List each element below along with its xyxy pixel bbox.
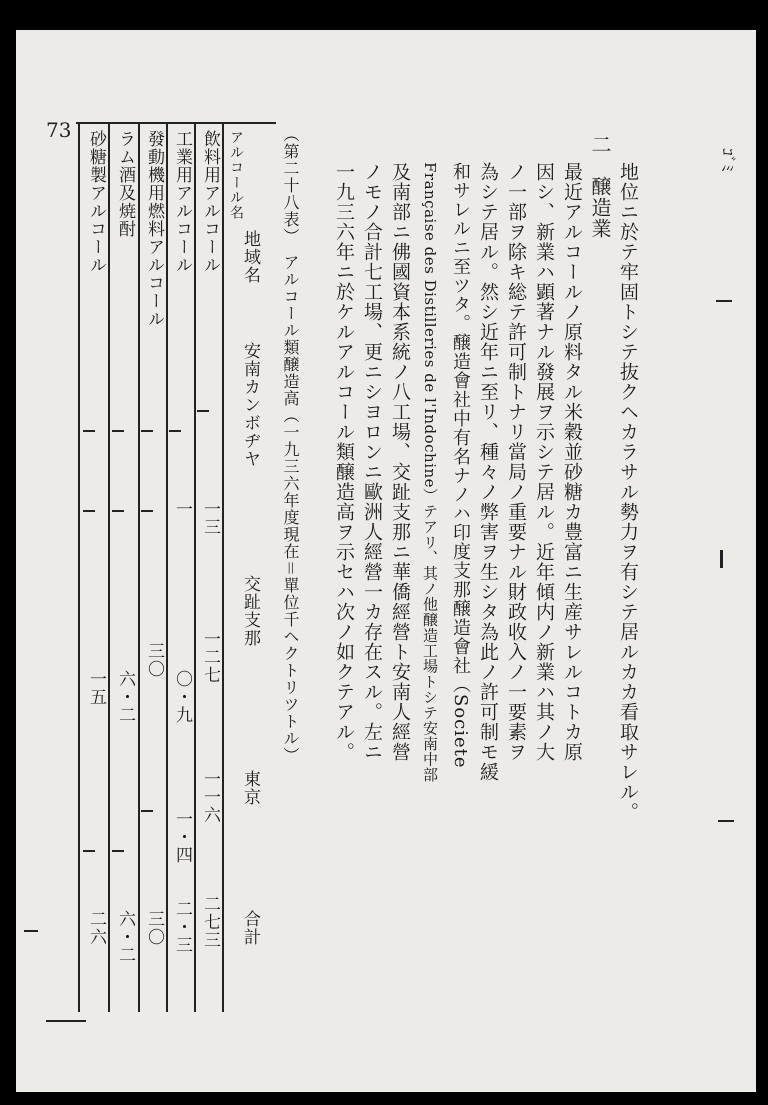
table-top-rule <box>76 122 276 124</box>
row-name: 飲料用アルコール <box>200 130 220 274</box>
table-rule-e <box>108 122 110 1012</box>
table-cell: 三〇 <box>144 642 164 678</box>
empty-cell-dash <box>112 430 124 432</box>
table-rule-c <box>166 122 168 1012</box>
empty-cell-dash <box>197 410 209 412</box>
table-cell: 二七三 <box>200 895 220 949</box>
empty-cell-dash <box>112 510 124 512</box>
table-cell: 二六 <box>86 910 106 946</box>
header-corner-top: 地域名 <box>240 230 260 284</box>
empty-cell-dash <box>141 430 153 432</box>
page-number: 73 <box>46 118 72 142</box>
table-cell: 六・二 <box>115 910 135 964</box>
table-cell: 一 <box>172 500 192 518</box>
text-column-7: 和サレルニ至ツタ。醸造會社中有名ナノハ印度支那醸造會社（Societe <box>450 162 471 769</box>
text-column-10: ノモノ合計七工場、更ニシヨロンニ歐洲人經營一カ存在スル。左ニ <box>361 162 383 762</box>
paper-mark <box>716 300 732 302</box>
empty-cell-dash <box>141 810 153 812</box>
table-title: （第二十八表） アルコール類醸造高（一九三六年度現在＝單位千ヘクトリツトル） <box>281 126 300 764</box>
row-name: 工業用アルコール <box>172 130 192 274</box>
text-column-3: 最近アルコールノ原料タル米穀並砂糖カ豊富ニ生産サレルコトカ原 <box>561 162 583 762</box>
text-column-6: 為シテ居ル。然シ近年ニ至リ、種々ノ弊害ヲ生シタ為此ノ許可制モ緩 <box>477 162 499 782</box>
text-column-1: 地位ニ於テ牢固トシテ抜クヘカラサル勢力ヲ有シテ居ルカカ看取サレル。 <box>617 162 639 822</box>
table-cell: 一二七 <box>200 630 220 684</box>
table-cell: 一五 <box>86 670 106 706</box>
row-name: ラム酒及焼酎 <box>115 130 135 238</box>
table-cell: 〇・九 <box>172 670 192 724</box>
text-column-9: 及南部ニ佛國資本系統ノ八工場、交趾支那ニ華僑經營ト安南人經營 <box>389 162 411 762</box>
corner-mark: ｺﾞﾐ <box>718 148 737 173</box>
empty-cell-dash <box>141 510 153 512</box>
table-rule-a <box>222 122 224 1012</box>
text-column-4: 因シ、新業ハ顕著ナル發展ヲ示シテ居ル。近年傾内ノ新業ハ其ノ大 <box>533 162 555 762</box>
paper-mark <box>720 550 723 568</box>
header-col-3: 東京 <box>240 770 260 806</box>
table-cell: 三〇 <box>144 910 164 946</box>
table-cell: 一一六 <box>200 770 220 824</box>
paper-mark <box>24 930 38 932</box>
table-cell: 一・四 <box>172 810 192 864</box>
table-cell: 二・三 <box>172 900 192 954</box>
row-name: 發動機用燃料アルコール <box>144 130 164 328</box>
paper-mark <box>46 1020 86 1022</box>
document-page <box>16 30 756 1092</box>
table-cell: 六・二 <box>115 670 135 724</box>
text-column-11: 一九三六年ニ於ケルアルコール類醸造高ヲ示セハ次ノ如クテアル。 <box>333 162 355 762</box>
empty-cell-dash <box>83 430 95 432</box>
empty-cell-dash <box>83 510 95 512</box>
text-column-8: Française des Distilleries de l'Indochine）テアリ、其ノ他醸造工場トシテ安南中部 <box>421 162 439 783</box>
empty-cell-dash <box>112 850 124 852</box>
table-rule-f <box>78 122 80 1012</box>
table-rule-b <box>194 122 196 1012</box>
header-corner-bottom: アルコール名 <box>228 130 244 220</box>
text-column-5: ノ一部ヲ除キ総テ許可制トナリ當局ノ重要ナル財政收入ノ一要素ヲ <box>505 162 527 762</box>
empty-cell-dash <box>83 850 95 852</box>
table-cell: 一三 <box>200 500 220 536</box>
header-col-4: 合計 <box>240 910 260 946</box>
header-col-2: 交趾支那 <box>240 575 260 647</box>
header-col-1: 安南カンボヂヤ <box>240 342 260 468</box>
paper-mark <box>718 820 734 822</box>
row-name: 砂糖製アルコール <box>86 130 106 274</box>
section-heading: 二 醸造業 <box>588 134 612 239</box>
table-rule-d <box>138 122 140 1012</box>
empty-cell-dash <box>169 430 181 432</box>
